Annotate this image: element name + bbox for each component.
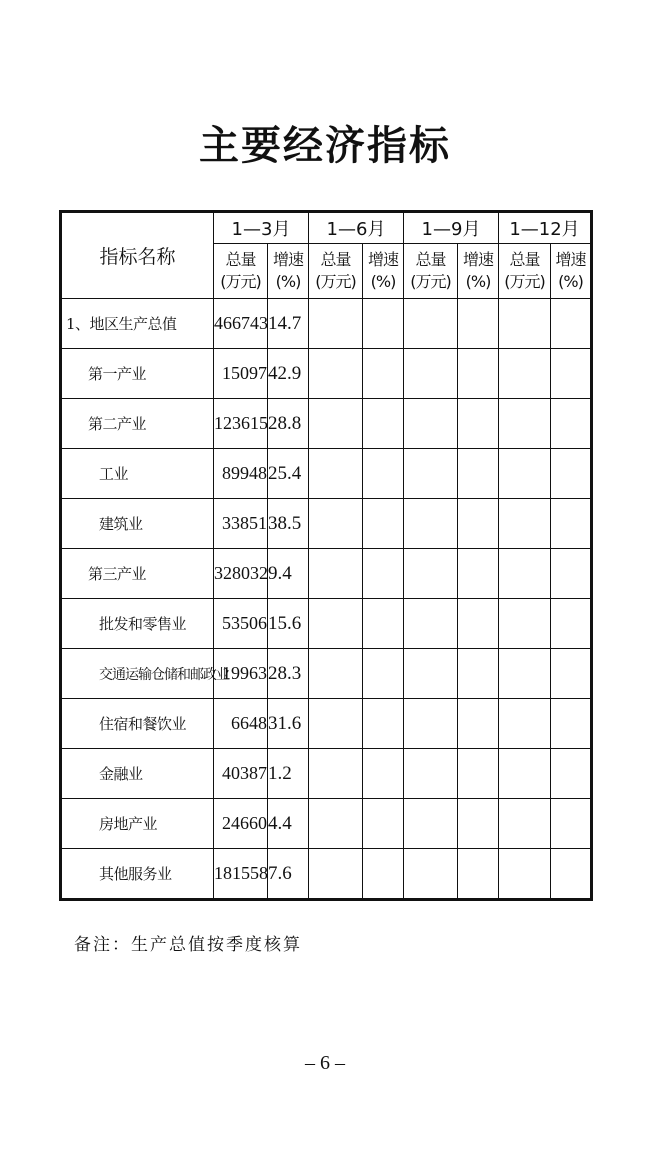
footnote: 备注：生产总值按季度核算 xyxy=(74,935,302,955)
empty-cell xyxy=(404,499,458,549)
table-row xyxy=(61,399,592,449)
row-name: 交通运输仓储和邮政业 xyxy=(61,649,214,699)
header-indicator-name: 指标名称 xyxy=(61,212,214,299)
empty-cell xyxy=(458,599,499,649)
empty-cell xyxy=(551,749,592,799)
row-name: 房地产业 xyxy=(61,799,214,849)
row-total: 6648 xyxy=(214,699,268,749)
table-row xyxy=(61,799,592,849)
table-row xyxy=(61,499,592,549)
row-rate: 4.4 xyxy=(268,799,309,849)
header-total: 总量 (万元) xyxy=(499,244,551,299)
row-total: 15097 xyxy=(214,349,268,399)
empty-cell xyxy=(551,599,592,649)
empty-cell xyxy=(309,499,363,549)
header-total: 总量 (万元) xyxy=(309,244,363,299)
row-rate: 42.9 xyxy=(268,349,309,399)
empty-cell xyxy=(499,299,551,349)
empty-cell xyxy=(458,699,499,749)
row-rate: 25.4 xyxy=(268,449,309,499)
row-total: 24660 xyxy=(214,799,268,849)
row-name: 住宿和餐饮业 xyxy=(61,699,214,749)
empty-cell xyxy=(309,349,363,399)
empty-cell xyxy=(458,349,499,399)
empty-cell xyxy=(404,549,458,599)
empty-cell xyxy=(363,649,404,699)
empty-cell xyxy=(499,649,551,699)
row-rate: 38.5 xyxy=(268,499,309,549)
empty-cell xyxy=(363,299,404,349)
empty-cell xyxy=(499,849,551,900)
table-row xyxy=(61,699,592,749)
row-name: 第一产业 xyxy=(61,349,214,399)
empty-cell xyxy=(551,799,592,849)
empty-cell xyxy=(309,549,363,599)
table-row xyxy=(61,599,592,649)
row-name: 工业 xyxy=(61,449,214,499)
empty-cell xyxy=(499,549,551,599)
header-total: 总量 (万元) xyxy=(214,244,268,299)
empty-cell xyxy=(458,749,499,799)
header-total: 总量 (万元) xyxy=(404,244,458,299)
empty-cell xyxy=(499,499,551,549)
table-row xyxy=(61,749,592,799)
table-row xyxy=(61,649,592,699)
empty-cell xyxy=(499,699,551,749)
empty-cell xyxy=(309,599,363,649)
row-name: 批发和零售业 xyxy=(61,599,214,649)
row-name: 1、地区生产总值 xyxy=(61,299,214,349)
empty-cell xyxy=(404,449,458,499)
row-name: 其他服务业 xyxy=(61,849,214,900)
row-name: 第三产业 xyxy=(61,549,214,599)
row-total: 40387 xyxy=(214,749,268,799)
table-row xyxy=(61,549,592,599)
empty-cell xyxy=(404,299,458,349)
empty-cell xyxy=(499,399,551,449)
empty-cell xyxy=(458,799,499,849)
row-rate: 7.6 xyxy=(268,849,309,900)
empty-cell xyxy=(458,499,499,549)
empty-cell xyxy=(404,749,458,799)
empty-cell xyxy=(458,399,499,449)
row-rate: 1.2 xyxy=(268,749,309,799)
row-total: 19963 xyxy=(214,649,268,699)
empty-cell xyxy=(404,649,458,699)
indicator-table xyxy=(59,210,593,901)
empty-cell xyxy=(551,699,592,749)
empty-cell xyxy=(309,799,363,849)
row-total: 89948 xyxy=(214,449,268,499)
row-rate: 28.3 xyxy=(268,649,309,699)
row-rate: 28.8 xyxy=(268,399,309,449)
header-rate: 增速 (%) xyxy=(363,244,404,299)
empty-cell xyxy=(309,849,363,900)
empty-cell xyxy=(551,499,592,549)
empty-cell xyxy=(363,599,404,649)
empty-cell xyxy=(363,449,404,499)
table-row xyxy=(61,299,592,349)
row-total: 123615 xyxy=(214,399,268,449)
empty-cell xyxy=(363,399,404,449)
empty-cell xyxy=(309,749,363,799)
empty-cell xyxy=(499,349,551,399)
empty-cell xyxy=(499,449,551,499)
empty-cell xyxy=(363,349,404,399)
empty-cell xyxy=(458,849,499,900)
empty-cell xyxy=(551,649,592,699)
row-name: 第二产业 xyxy=(61,399,214,449)
empty-cell xyxy=(551,449,592,499)
empty-cell xyxy=(309,449,363,499)
empty-cell xyxy=(404,399,458,449)
empty-cell xyxy=(404,599,458,649)
header-period-h1: 1—6月 xyxy=(309,212,404,244)
empty-cell xyxy=(404,349,458,399)
empty-cell xyxy=(309,649,363,699)
empty-cell xyxy=(499,599,551,649)
empty-cell xyxy=(363,499,404,549)
empty-cell xyxy=(404,799,458,849)
header-period-q1: 1—3月 xyxy=(214,212,309,244)
row-total: 53506 xyxy=(214,599,268,649)
empty-cell xyxy=(551,399,592,449)
empty-cell xyxy=(363,549,404,599)
empty-cell xyxy=(551,549,592,599)
empty-cell xyxy=(499,749,551,799)
page-title: 主要经济指标 xyxy=(199,122,451,169)
row-name: 金融业 xyxy=(61,749,214,799)
row-rate: 9.4 xyxy=(268,549,309,599)
table-row xyxy=(61,849,592,900)
empty-cell xyxy=(404,699,458,749)
empty-cell xyxy=(551,849,592,900)
row-total: 181558 xyxy=(214,849,268,900)
empty-cell xyxy=(363,749,404,799)
empty-cell xyxy=(404,849,458,900)
row-total: 328032 xyxy=(214,549,268,599)
empty-cell xyxy=(458,649,499,699)
empty-cell xyxy=(458,449,499,499)
empty-cell xyxy=(309,299,363,349)
row-rate: 15.6 xyxy=(268,599,309,649)
header-period-year: 1—12月 xyxy=(499,212,592,244)
header-rate: 增速 (%) xyxy=(551,244,592,299)
row-total: 33851 xyxy=(214,499,268,549)
empty-cell xyxy=(458,549,499,599)
empty-cell xyxy=(309,399,363,449)
empty-cell xyxy=(363,699,404,749)
empty-cell xyxy=(309,699,363,749)
table-row xyxy=(61,449,592,499)
empty-cell xyxy=(458,299,499,349)
table-row xyxy=(61,349,592,399)
page-number: – 6 – xyxy=(305,1052,345,1074)
row-total: 466743 xyxy=(214,299,268,349)
row-rate: 14.7 xyxy=(268,299,309,349)
header-rate: 增速 (%) xyxy=(458,244,499,299)
row-name: 建筑业 xyxy=(61,499,214,549)
header-period-q3: 1—9月 xyxy=(404,212,499,244)
row-rate: 31.6 xyxy=(268,699,309,749)
empty-cell xyxy=(551,349,592,399)
header-rate: 增速 (%) xyxy=(268,244,309,299)
empty-cell xyxy=(551,299,592,349)
empty-cell xyxy=(499,799,551,849)
empty-cell xyxy=(363,849,404,900)
empty-cell xyxy=(363,799,404,849)
